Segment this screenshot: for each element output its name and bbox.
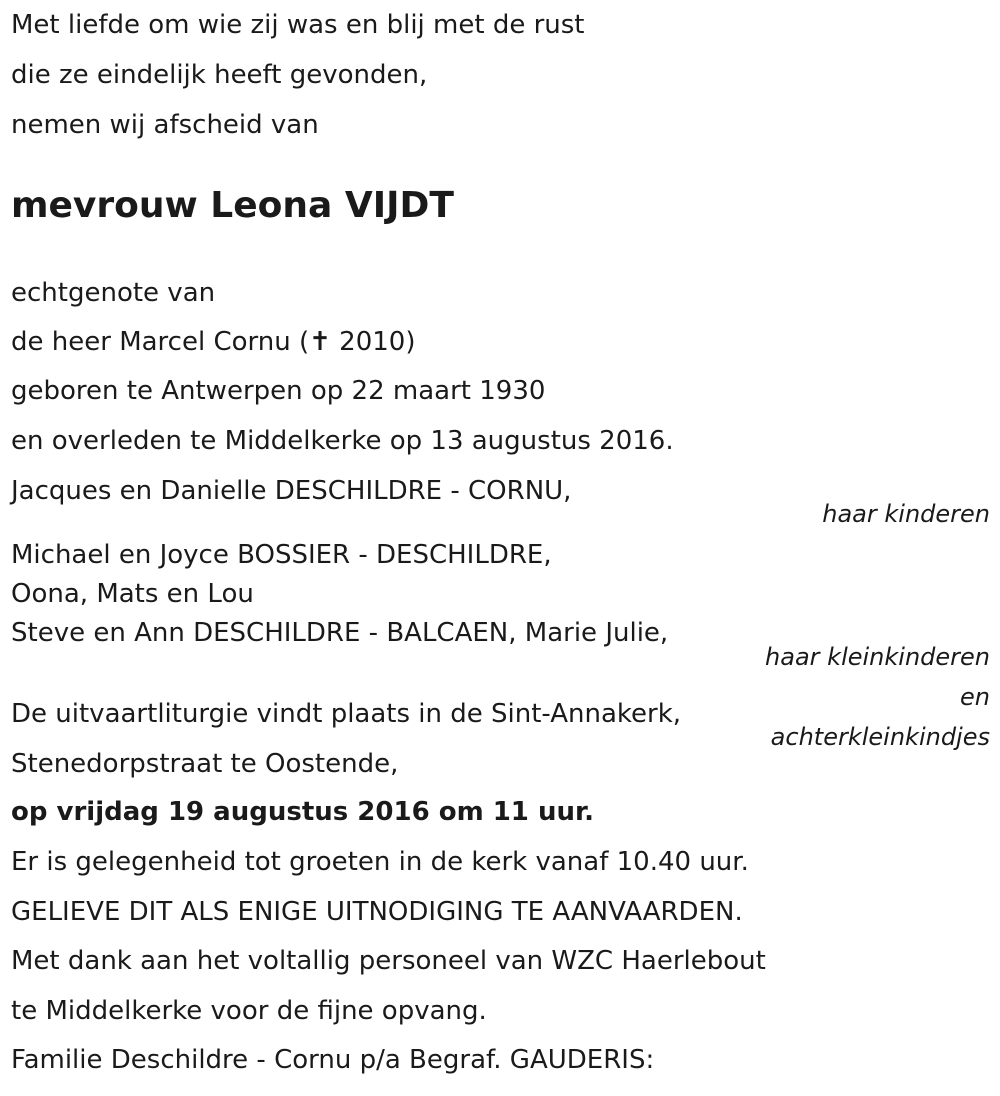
funeral-location-1: De uitvaartliturgie vindt plaats in de Sint-Annakerk,	[11, 699, 682, 729]
intro-line-2: die ze eindelijk heeft gevonden,	[11, 60, 428, 90]
grandchildren-line-3: Steve en Ann DESCHILDRE - BALCAEN, Marie Julie,	[11, 618, 669, 648]
intro-line-3: nemen wij afscheid van	[11, 110, 319, 140]
thanks-line-2: te Middelkerke voor de fijne opvang.	[11, 996, 487, 1026]
intro-line-1: Met liefde om wie zij was en blij met de rust	[11, 10, 585, 40]
spouse-intro: echtgenote van	[11, 278, 216, 308]
thanks-line-1: Met dank aan het voltallig personeel van WZC Haerlebout	[11, 946, 766, 976]
grandchildren-line-1: Michael en Joyce BOSSIER - DESCHILDRE,	[11, 540, 552, 570]
funeral-datetime: op vrijdag 19 augustus 2016 om 11 uur.	[11, 797, 594, 827]
grandchildren-line-2: Oona, Mats en Lou	[11, 579, 254, 609]
grandchildren-label-1: haar kleinkinderen	[765, 643, 990, 671]
grandchildren-label-3: achterkleinkindjes	[770, 723, 990, 751]
birth-info: geboren te Antwerpen op 22 maart 1930	[11, 376, 546, 406]
children-label: haar kinderen	[822, 500, 990, 528]
grandchildren-label-2: en	[960, 683, 990, 711]
death-info: en overleden te Middelkerke op 13 augustus 2016.	[11, 426, 674, 456]
deceased-name: mevrouw Leona VIJDT	[11, 185, 454, 226]
funeral-location-2: Stenedorpstraat te Oostende,	[11, 749, 399, 779]
invitation-notice: GELIEVE DIT ALS ENIGE UITNODIGING TE AANVAARDEN.	[11, 897, 743, 927]
spouse-name: de heer Marcel Cornu (✝ 2010)	[11, 327, 416, 357]
greeting-info: Er is gelegenheid tot groeten in de kerk vanaf 10.40 uur.	[11, 847, 749, 877]
children-names: Jacques en Danielle DESCHILDRE - CORNU,	[11, 476, 572, 506]
contact-info: Familie Deschildre - Cornu p/a Begraf. GAUDERIS:	[11, 1045, 655, 1075]
